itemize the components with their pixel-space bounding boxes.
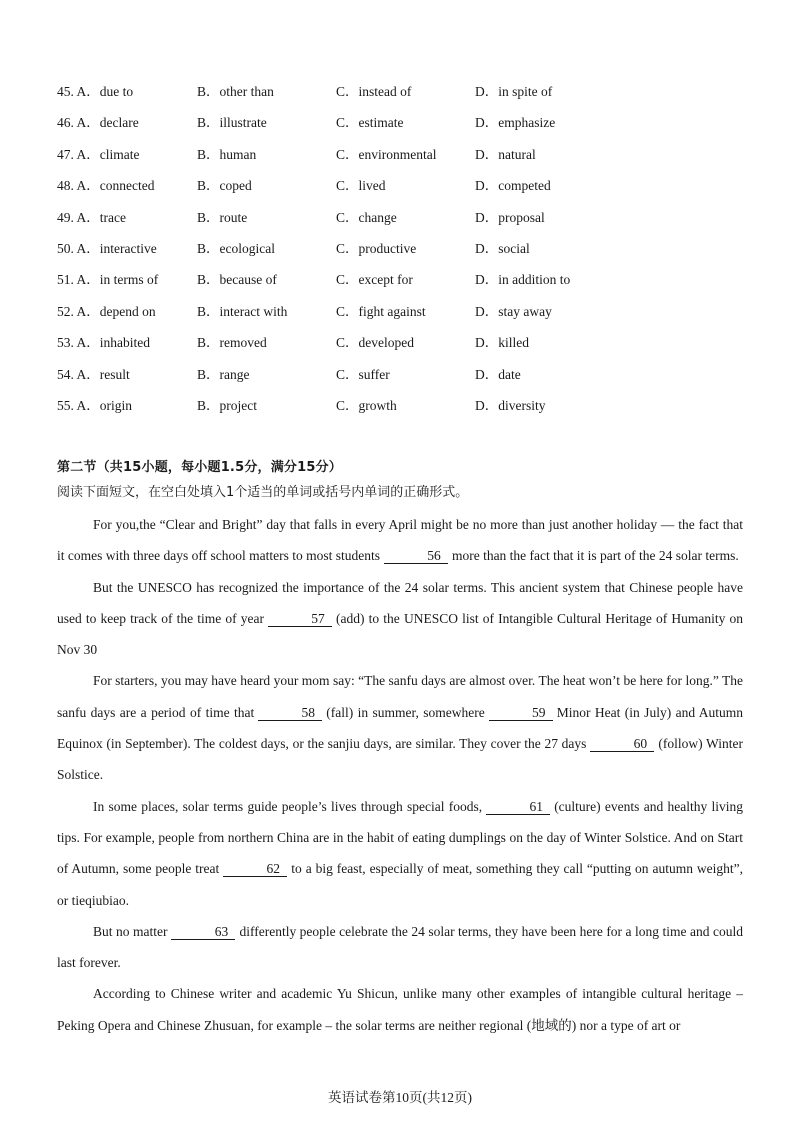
option-b: B．range <box>197 366 250 382</box>
option-b: B．coped <box>197 178 252 194</box>
blank-58[interactable]: 58 <box>258 705 322 721</box>
option-d: D．killed <box>475 335 529 351</box>
option-b: B．interact with <box>197 303 288 319</box>
option-row-54 <box>57 365 757 396</box>
option-b: B．human <box>197 146 257 162</box>
option-b: B．ecological <box>197 240 275 256</box>
option-a: 50. A．interactive <box>57 240 157 256</box>
option-d: D．social <box>475 240 530 256</box>
option-a: 53. A．inhabited <box>57 335 151 351</box>
option-row-46 <box>57 113 757 144</box>
option-d: D．natural <box>475 146 536 162</box>
option-a: 49. A．trace <box>57 209 126 225</box>
option-b: B．route <box>197 209 248 225</box>
option-b: B．because of <box>197 272 277 288</box>
option-b: B．removed <box>197 335 267 351</box>
blank-59[interactable]: 59 <box>489 705 553 721</box>
option-d: D．in spite of <box>475 84 553 99</box>
option-c: C．instead of <box>336 84 412 99</box>
option-c: C．developed <box>336 335 414 351</box>
option-a: 45. A．due to <box>57 84 134 99</box>
option-d: D．diversity <box>475 397 546 413</box>
option-row-45 <box>57 82 757 113</box>
option-a: 51. A．in terms of <box>57 272 159 288</box>
options-table <box>57 82 757 427</box>
option-a: 48. A．connected <box>57 178 155 194</box>
blank-56[interactable]: 56 <box>384 548 448 564</box>
option-c: C．environmental <box>336 146 437 162</box>
paragraph-5: But no matter 63 differently people celebrate the 24 solar terms, they have been here for a long time and could last forever. <box>57 923 743 971</box>
paragraph-4: In some places, solar terms guide people’s lives through special foods, 61 (culture) events and healthy living tips. For example, people from northern China are in the habit of eating dumplings on the day of Winter Solstice. And on Start of Autumn, some people treat 62 to a big feast, especially of meat, something they call “putting on autumn weight”, or tieqiubiao. <box>57 798 743 908</box>
option-b: B．illustrate <box>197 115 267 131</box>
blank-60[interactable]: 60 <box>590 736 654 752</box>
blank-61[interactable]: 61 <box>486 799 550 815</box>
passage <box>57 509 743 1041</box>
option-c: C．change <box>336 209 397 225</box>
option-c: C．growth <box>336 397 397 413</box>
option-c: C．except for <box>336 272 413 288</box>
option-a: 46. A．declare <box>57 115 139 131</box>
option-row-47 <box>57 145 757 176</box>
option-row-52 <box>57 302 757 333</box>
option-d: D．stay away <box>475 303 552 319</box>
blank-63[interactable]: 63 <box>171 924 235 940</box>
option-a: 55. A．origin <box>57 397 133 413</box>
option-a: 47. A．climate <box>57 146 140 162</box>
option-d: D．date <box>475 366 521 382</box>
option-c: C．estimate <box>336 115 404 131</box>
option-d: D．competed <box>475 178 551 194</box>
section-title: 第二节（共15小题，每小题1.5分，满分15分） <box>57 460 343 475</box>
paragraph-1: For you,the “Clear and Bright” day that falls in every April might be no more than just another holiday — the fact that it comes with three days off school matters to most students 56 more than the fact that it is part of the 24 solar terms. <box>57 517 743 564</box>
option-b: B．other than <box>197 84 274 99</box>
option-row-49 <box>57 208 757 239</box>
option-d: D．in addition to <box>475 272 571 288</box>
option-c: C．suffer <box>336 366 390 382</box>
option-c: C．productive <box>336 240 417 256</box>
option-c: C．fight against <box>336 303 426 319</box>
page-footer: 英语试卷第10页(共12页) <box>328 1090 472 1105</box>
option-b: B．project <box>197 397 257 413</box>
option-d: D．proposal <box>475 209 545 225</box>
option-a: 54. A．result <box>57 366 130 382</box>
paragraph-2: But the UNESCO has recognized the importance of the 24 solar terms. This ancient system that Chinese people have used to keep track of the time of year 57 (add) to the UNESCO list of Intangible Cultural Heritage of Humanity on Nov 30 <box>57 579 744 658</box>
blank-57[interactable]: 57 <box>268 611 332 627</box>
paragraph-3: For starters, you may have heard your mom say: “The sanfu days are almost over. The heat won’t be here for long.” The sanfu days are a period of time that 58 (fall) in summer, somewhere 59 Minor Heat (in July) and Autumn Equinox (in September). The coldest days, or the sanjiu days, are similar. They cover the 27 days 60 (follow) Winter Solstice. <box>57 673 743 783</box>
option-a: 52. A．depend on <box>57 303 156 319</box>
option-d: D．emphasize <box>475 115 556 131</box>
option-row-55 <box>57 396 757 427</box>
section-instruction: 阅读下面短文，在空白处填入1个适当的单词或括号内单词的正确形式。 <box>57 485 469 500</box>
option-row-48 <box>57 176 757 207</box>
paragraph-6: According to Chinese writer and academic Yu Shicun, unlike many other examples of intangible cultural heritage – Peking Opera and Chinese Zhusuan, for example – the solar terms are neither regional (地域的) nor a type of art or <box>57 986 743 1033</box>
option-c: C．lived <box>336 178 386 194</box>
option-row-53 <box>57 333 757 364</box>
option-row-51 <box>57 270 757 301</box>
option-row-50 <box>57 239 757 270</box>
blank-62[interactable]: 62 <box>223 861 287 877</box>
